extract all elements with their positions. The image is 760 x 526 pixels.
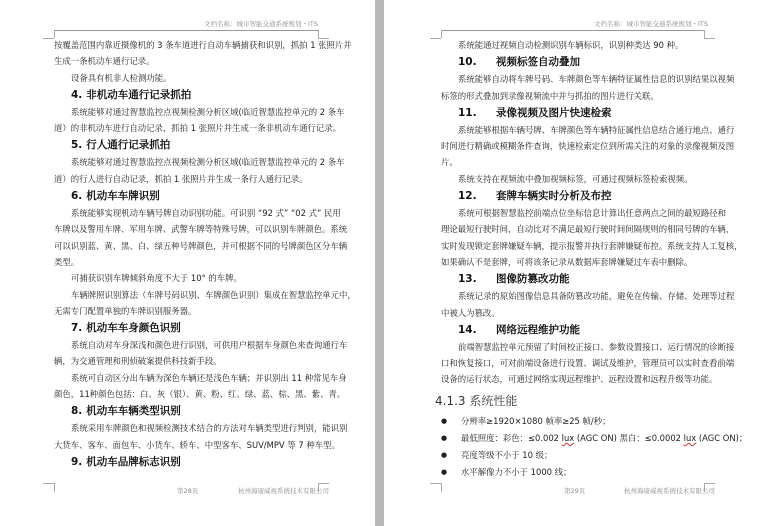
text-line: 车辆牌照识别算法（车牌号码识别、车牌颜色识别）集成在智慧监控单元中， — [71, 289, 356, 300]
heading-text: 行人通行记录抓拍 — [86, 139, 171, 152]
heading-number: 11. — [458, 106, 477, 119]
text-line: 系统能够根据车辆号牌、车牌颜色等车辆特征属性信息结合通行地点、通行 — [458, 124, 735, 135]
text-line: 按覆盖范围内靠近摄像机的 3 条车道进行自动车辆捕获和识别，抓拍 1 张照片并 — [54, 40, 352, 50]
text-line: 道）的非机动车进行自动记录，抓拍 1 张照片并生成一条非机动车通行记录。 — [54, 123, 342, 134]
subsection-heading: 4.1.3 系统性能 — [435, 393, 518, 408]
bullet-item: ● 最低照度：彩色：≤0.002 lux (AGC ON) 黑白：≤0.0002 lux (AGC ON)； — [441, 430, 705, 447]
corner-mark — [318, 483, 329, 484]
section-heading — [71, 402, 318, 420]
section-heading — [458, 53, 705, 71]
section-heading — [458, 187, 705, 205]
heading-number: 8. — [71, 405, 83, 418]
paragraph — [441, 288, 735, 321]
text-line: 无需专门配置单独的车牌识别服务器。 — [54, 305, 197, 316]
text-line: 时间进行精确或模糊条件查询，快速检索定位到所需关注的对象的录像视频及图 — [441, 141, 735, 152]
text-line: 口和恢复接口，可对前端设备进行设置、调试及维护，管理员可以实时查看前端 — [441, 358, 735, 369]
section-heading — [71, 453, 318, 471]
text-line: 设备具有机非人检测功能。 — [71, 72, 172, 83]
heading-text: 视频标签自动叠加 — [496, 56, 580, 69]
section-heading — [458, 321, 705, 339]
heading-text: 套牌车辆实时分析及布控 — [496, 190, 612, 203]
paragraph — [54, 154, 345, 187]
paragraph — [441, 171, 705, 187]
heading-text: 网络远程维护功能 — [496, 323, 580, 336]
text-line: 生成一条机动车通行记录。 — [54, 56, 155, 67]
section-heading — [71, 86, 318, 104]
text-line: 前端智慧监控单元预留了时间校正接口、参数设置接口、运行情况的诊断接 — [458, 341, 735, 352]
page-body — [435, 37, 748, 481]
text-line: 理论最短行驶时间，自动比对不满足最短行驶时间间隔规则的相同号牌的车辆， — [441, 224, 735, 235]
document-page-28 — [0, 0, 375, 526]
spellcheck-word: lux — [561, 432, 575, 443]
bullet-item: ● 水平解像力不小于 1000 线； — [441, 464, 705, 481]
heading-text: 录像视频及图片快速检索 — [496, 106, 612, 119]
text-line: 系统能够对通过智慧监控点视频检测分析区域(临近智慧监控单元的 2 条车 — [71, 157, 345, 168]
section-heading — [458, 270, 705, 288]
page-header: 文档名称：城市智能交通系统规划・ITS — [593, 20, 708, 28]
heading-number: 14. — [458, 323, 477, 336]
text-line: 实时发现锁定套牌嫌疑车辆，提示报警并执行套牌嫌疑布控。系统支持人工复核， — [441, 240, 743, 251]
paragraph — [54, 270, 318, 286]
text-line: 系统自动对车身深浅和颜色进行识别，可供用户根据车身颜色来查询通行车 — [71, 340, 348, 351]
page-number: 第29页 — [564, 487, 586, 495]
heading-number: 5. — [71, 139, 83, 152]
text-line: 颜色，11种颜色包括：白、灰（银）、黄、粉、红、绿、蓝、棕、黑、紫、青。 — [54, 389, 346, 400]
section-heading — [71, 187, 318, 205]
text-line: 设备的运行状态，可通过网络实现远程维护、远程设置和远程升级等功能。 — [441, 374, 718, 385]
page-number: 第28页 — [177, 487, 199, 495]
text-line: 道）的行人进行自动记录，抓拍 1 张照片并生成一条行人通行记录。 — [54, 173, 308, 184]
paragraph — [54, 420, 348, 453]
text-line: 系统能够自动将车牌号码、车牌颜色等车辆特征属性信息的识别结果以视频 — [458, 74, 735, 85]
text-line: 辆，为交通管理和刑侦破案提供科技新手段。 — [54, 356, 222, 367]
text-line: 车牌以及警用车牌、军用车牌、武警车牌等特殊号牌，可以识别车牌颜色。系统 — [54, 224, 348, 235]
text-line: 可以识别蓝、黄、黑、白、绿五种号牌颜色，并可根据不同的号牌颜色区分车辆 — [54, 240, 348, 251]
heading-number: 6. — [71, 190, 83, 203]
text-line: 如果确认不是套牌，可将该条记录从数据库套牌嫌疑过车表中删除。 — [441, 256, 693, 267]
heading-number: 9. — [71, 455, 83, 468]
text-line: 系统能够实现机动车辆号牌自动识别功能。可识别 “92 式” “02 式” 民用 — [71, 208, 341, 219]
corner-mark — [430, 38, 441, 39]
page-body — [54, 37, 356, 471]
section-heading — [458, 104, 705, 122]
paragraph — [441, 71, 735, 104]
corner-mark — [704, 38, 715, 39]
paragraph — [441, 122, 735, 171]
corner-mark — [318, 38, 329, 39]
text-line: 系统可根据智慧监控前端点位坐标信息计算出任意两点之间的最短路径和 — [458, 208, 726, 219]
header-rule — [54, 30, 318, 31]
text-line: 可捕获识别车牌倾斜角度不大于 10° 的车牌。 — [71, 273, 242, 284]
heading-text: 机动车车辆类型识别 — [86, 405, 181, 418]
heading-text: 机动车车牌识别 — [86, 190, 160, 203]
text-line: 片。 — [441, 157, 458, 168]
spellcheck-word: lux — [683, 432, 697, 443]
heading-number: 13. — [458, 273, 477, 286]
paragraph — [54, 37, 352, 70]
heading-text: 图像防篡改功能 — [496, 273, 570, 286]
paragraph — [441, 37, 705, 53]
section-heading — [71, 136, 318, 154]
heading-number: 12. — [458, 190, 477, 203]
text-line: 类型。 — [54, 256, 80, 267]
page-gutter — [375, 0, 384, 526]
corner-mark — [43, 483, 54, 484]
page-header: 文档名称：城市智能交通系统规划・ITS — [203, 20, 318, 28]
text-line: 系统能够对通过智慧监控点视频检测分析区域(临近智慧监控单元的 2 条车 — [71, 106, 345, 117]
text-line: 标签的形式叠加到录像视频流中并与抓拍的图片进行关联。 — [441, 90, 659, 101]
corner-mark — [441, 483, 442, 492]
paragraph — [54, 104, 345, 137]
text-line: 系统记录的原始图像信息具备防篡改功能，避免在传输、存储、处理等过程 — [458, 291, 735, 302]
section-heading — [71, 319, 318, 337]
header-rule — [441, 30, 704, 31]
paragraph — [441, 339, 735, 388]
heading-number: 4. — [71, 88, 83, 101]
paragraph — [54, 205, 348, 270]
document-page-29 — [384, 0, 760, 526]
corner-mark — [43, 38, 54, 39]
paragraph — [441, 205, 743, 270]
text-line: 系统支持在视频流中叠加视频标签，可通过视频标签检索视频。 — [458, 173, 693, 184]
bullet-item: ● 亮度等级不小于 10 级； — [441, 447, 705, 464]
paragraph — [54, 287, 356, 320]
corner-mark — [704, 483, 715, 484]
heading-text: 非机动车通行记录抓拍 — [86, 88, 192, 101]
text-line: 系统采用车牌颜色和视频检测技术结合的方法对车辆类型进行判别，能识别 — [71, 423, 348, 434]
heading-text: 机动车车身颜色识别 — [86, 322, 181, 335]
heading-number: 10. — [458, 56, 477, 69]
corner-mark — [430, 483, 441, 484]
footer-company: 杭州海康威视系统技术有限公司 — [624, 487, 715, 495]
bullet-item: ● 分辨率≥1920×1080 帧率≥25 帧/秒； — [441, 413, 705, 430]
heading-number: 7. — [71, 322, 83, 335]
corner-mark — [54, 483, 55, 492]
text-line: 系统能通过视频自动检测识别车辆标识，识别种类达 90 种。 — [458, 40, 684, 50]
heading-text: 机动车品牌标志识别 — [86, 455, 181, 468]
text-line: 系统可自动区分出车辆为深色车辆还是浅色车辆；并识别出 11 种常见车身 — [71, 372, 347, 383]
text-line: 中被人为篡改。 — [441, 307, 500, 318]
paragraph — [54, 337, 348, 370]
footer-company: 杭州海康威视系统技术有限公司 — [238, 487, 329, 495]
paragraph — [54, 370, 347, 403]
corner-mark — [318, 30, 319, 38]
paragraph — [54, 70, 318, 86]
text-line: 大货车、客车、面包车、小货车、轿车、中型客车、SUV/MPV 等 7 种车型。 — [54, 439, 340, 450]
